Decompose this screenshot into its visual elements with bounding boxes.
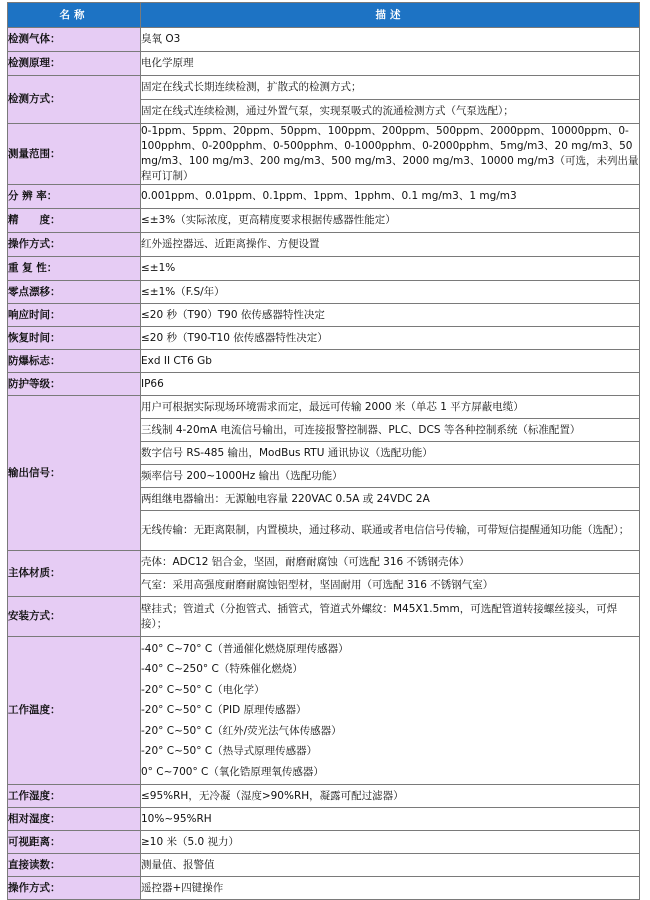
row-label: 直接读数：: [8, 854, 141, 877]
row-label: 重 复 性：: [8, 257, 141, 281]
row-value: 壁挂式；管道式（分抱管式、插管式，管道式外螺纹：M45X1.5mm，可选配管道转接螺丝接头，可焊接）；: [141, 597, 640, 637]
row-label: 响应时间：: [8, 304, 141, 327]
header-name: 名称: [8, 3, 141, 28]
row-label: 工作温度：: [8, 637, 141, 785]
row-value: 0-1ppm、5ppm、20ppm、50ppm、100ppm、200ppm、500ppm、2000ppm、10000ppm、0-100pphm、0-200pphm、0-500pphm、0-1000pphm、0-2000pphm、5mg/m3、20 mg/m3、50 mg/m3、100 mg/m3、200 mg/m3、500 mg/m3、2000 mg/m3、10000 mg/m3（可选，未列出量程可订制）: [141, 124, 640, 185]
temp-line: -20° C~50° C（红外/荧光法气体传感器）: [141, 724, 342, 737]
row-value: 遥控器+四键操作: [141, 877, 640, 900]
table-row: [8, 281, 640, 304]
table-row: [8, 854, 640, 877]
row-value: ≤20 秒（T90-T10 依传感器特性决定）: [141, 327, 640, 350]
table-row: [8, 637, 640, 785]
row-value: 两组继电器输出：无源触电容量 220VAC 0.5A 或 24VDC 2A: [141, 488, 640, 511]
row-label: 相对湿度：: [8, 808, 141, 831]
row-value: ≤±1%: [141, 257, 640, 281]
row-value: ≤20 秒（T90）T90 依传感器特性决定: [141, 304, 640, 327]
row-value: 频率信号 200~1000Hz 输出（选配功能）: [141, 465, 640, 488]
row-value: 红外遥控器远、近距离操作、方便设置: [141, 233, 640, 257]
table-row: [8, 52, 640, 76]
row-label: 分 辨 率：: [8, 185, 141, 209]
row-value: 壳体：ADC12 铝合金，坚固，耐磨耐腐蚀（可选配 316 不锈钢壳体）: [141, 551, 640, 574]
row-value: ≤95%RH，无冷凝（湿度>90%RH，凝露可配过滤器）: [141, 785, 640, 808]
row-value: 0.001ppm、0.01ppm、0.1ppm、1ppm、1pphm、0.1 mg/m3、1 mg/m3: [141, 185, 640, 209]
row-label: 防爆标志：: [8, 350, 141, 373]
table-row: [8, 257, 640, 281]
temp-line: -40° C~70° C（普通催化燃烧原理传感器）: [141, 642, 349, 655]
temp-line: -20° C~50° C（电化学）: [141, 683, 265, 696]
row-label: 输出信号：: [8, 396, 141, 551]
row-label: 可视距离：: [8, 831, 141, 854]
table-row: [8, 327, 640, 350]
row-label: 操作方式：: [8, 877, 141, 900]
table-row: [8, 233, 640, 257]
row-value: 用户可根据实际现场环境需求而定，最远可传输 2000 米（单芯 1 平方屏蔽电缆）: [141, 396, 640, 419]
table-row: [8, 396, 640, 419]
row-value: 固定在线式长期连续检测，扩散式的检测方式；: [141, 76, 640, 100]
row-label: 安装方式：: [8, 597, 141, 637]
row-value: IP66: [141, 373, 640, 396]
table-row: [8, 76, 640, 100]
row-label: 检测方式：: [8, 76, 141, 124]
row-label: 工作湿度：: [8, 785, 141, 808]
row-value: 三线制 4-20mA 电流信号输出，可连接报警控制器、PLC、DCS 等各种控制系统（标准配置）: [141, 419, 640, 442]
table-row: [8, 808, 640, 831]
row-value: 固定在线式连续检测，通过外置气泵，实现泵吸式的流通检测方式（气泵选配）；: [141, 100, 640, 124]
table-row: [8, 209, 640, 233]
row-label: 检测气体：: [8, 28, 141, 52]
row-label: 操作方式：: [8, 233, 141, 257]
table-row: [8, 877, 640, 900]
row-value: 数字信号 RS-485 输出，ModBus RTU 通讯协议（选配功能）: [141, 442, 640, 465]
row-value: ≥10 米（5.0 视力）: [141, 831, 640, 854]
row-label: 精 度：: [8, 209, 141, 233]
table-row: [8, 28, 640, 52]
row-value: 10%~95%RH: [141, 808, 640, 831]
row-value: 气室：采用高强度耐磨耐腐蚀铝型材，坚固耐用（可选配 316 不锈钢气室）: [141, 574, 640, 597]
row-value: 无线传输：无距离限制，内置模块，通过移动、联通或者电信信号传输，可带短信提醒通知功能（选配）；: [141, 511, 640, 551]
row-label: 测量范围：: [8, 124, 141, 185]
table-row: [8, 185, 640, 209]
table-header: [8, 3, 640, 28]
row-label: 防护等级：: [8, 373, 141, 396]
table-row: [8, 597, 640, 637]
temp-line: -20° C~50° C（PID 原理传感器）: [141, 704, 307, 717]
table-row: [8, 373, 640, 396]
row-label: 零点漂移：: [8, 281, 141, 304]
row-label: 恢复时间：: [8, 327, 141, 350]
row-label: 主体材质：: [8, 551, 141, 597]
row-value: 臭氧 O3: [141, 28, 640, 52]
table-row: [8, 304, 640, 327]
header-desc: 描述: [141, 3, 640, 28]
spec-table: [7, 2, 640, 900]
row-value: ≤±3%（实际浓度，更高精度要求根据传感器性能定）: [141, 209, 640, 233]
table-row: [8, 551, 640, 574]
table-row: [8, 350, 640, 373]
row-value: Exd II CT6 Gb: [141, 350, 640, 373]
row-value: 测量值、报警值: [141, 854, 640, 877]
temp-line: 0° C~700° C（氧化锆原理氧传感器）: [141, 765, 324, 778]
temp-line: -20° C~50° C（热导式原理传感器）: [141, 745, 318, 758]
table-row: [8, 124, 640, 185]
row-value: ≤±1%（F.S/年）: [141, 281, 640, 304]
table-row: [8, 785, 640, 808]
row-value: 电化学原理: [141, 52, 640, 76]
row-value: [141, 637, 640, 785]
temp-line: -40° C~250° C（特殊催化燃烧）: [141, 663, 303, 676]
row-label: 检测原理：: [8, 52, 141, 76]
table-row: [8, 831, 640, 854]
